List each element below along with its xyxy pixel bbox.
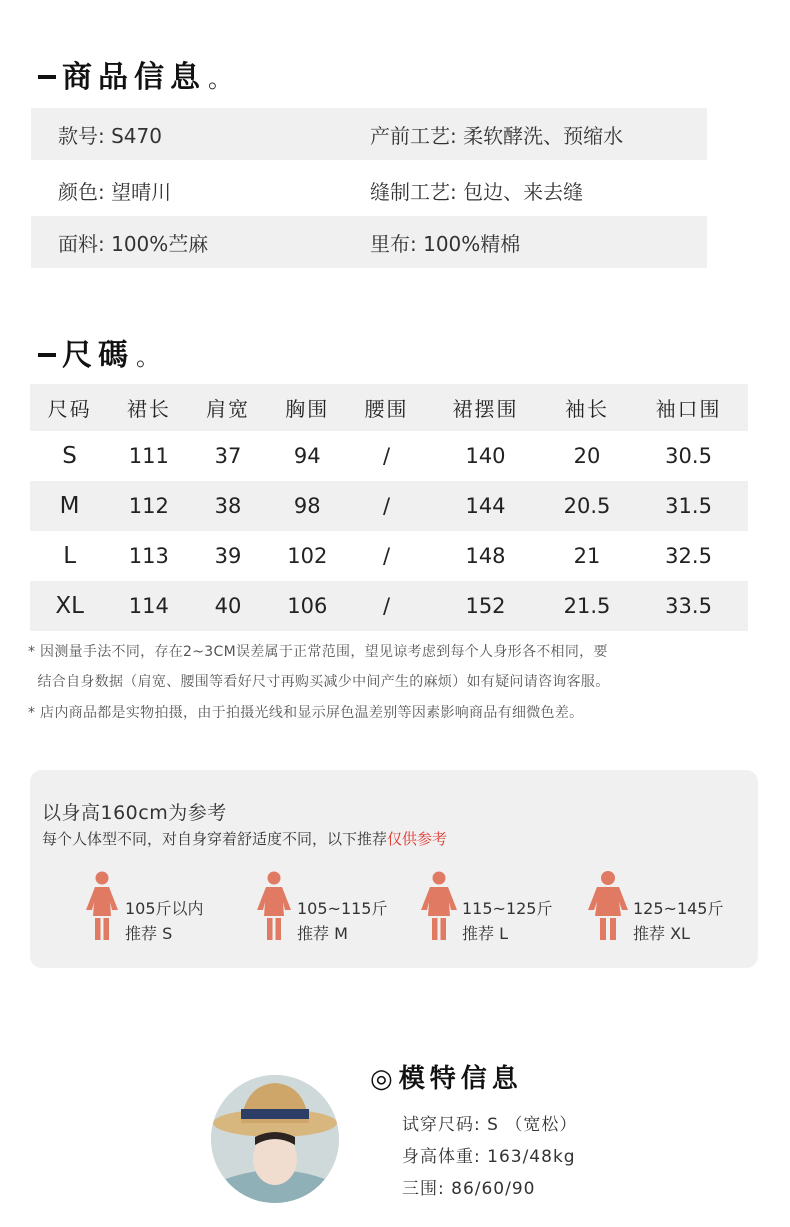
header-cell: 肩宽	[188, 384, 267, 431]
recommendation-xl	[586, 870, 756, 945]
table-cell: 140	[465, 444, 506, 468]
header-cell: 袖口围	[629, 384, 748, 431]
recommended-size: 推荐 M	[297, 924, 348, 943]
product-info-row	[31, 216, 707, 268]
size-cell: M	[30, 481, 109, 531]
header-cell: 腰围	[347, 384, 426, 431]
table-cell: /	[382, 444, 391, 468]
table-cell: 98	[268, 481, 347, 531]
weight-range: 105斤以内	[125, 899, 204, 918]
table-row	[30, 581, 748, 631]
color-note: * 店内商品都是实物拍摄，由于拍摄光线和显示屏色温差别等因素影响商品有细微色差。	[28, 705, 584, 721]
model-height-weight: 身高体重: 163/48kg	[402, 1147, 576, 1167]
title-dash	[38, 75, 56, 79]
size-table	[30, 384, 748, 631]
weight-range: 115~125斤	[462, 899, 553, 918]
recommendation-l	[419, 870, 589, 945]
table-cell: 32.5	[665, 544, 712, 568]
table-cell: 102	[287, 544, 328, 568]
recommendation-s	[82, 870, 252, 945]
table-cell: 148	[465, 544, 506, 568]
product-info-row	[31, 108, 707, 160]
recommendation-m	[254, 870, 424, 945]
product-info-title: 商品信息。	[38, 52, 232, 96]
table-row	[30, 481, 748, 531]
table-cell: 106	[268, 581, 347, 631]
model-info-title: ◎ 模特信息	[370, 1064, 523, 1094]
measurement-note: 结合自身数据（肩宽、腰围等看好尺寸再购买减少中间产生的麻烦）如有疑问请咨询客服。	[28, 674, 610, 690]
recommended-size: 推荐 L	[462, 924, 509, 943]
table-cell: 21	[573, 544, 601, 568]
reference-title: 以身高160cm为参考	[42, 802, 227, 824]
table-cell: /	[347, 481, 426, 531]
table-cell: 33.5	[629, 581, 748, 631]
product-style-number: 款号: S470	[58, 123, 162, 148]
table-cell: 20.5	[545, 481, 629, 531]
circle-icon: ◎	[370, 1064, 393, 1094]
table-cell: 112	[109, 481, 188, 531]
reference-subtitle: 每个人体型不同，对自身穿着舒适度不同，以下推荐仅供参考	[42, 830, 448, 848]
table-cell: 113	[128, 544, 169, 568]
model-measurements: 三围: 86/60/90	[402, 1179, 536, 1199]
product-info-row	[31, 164, 707, 216]
product-fabric: 面料: 100%苎麻	[58, 231, 209, 256]
header-cell: 尺码	[30, 384, 109, 431]
recommended-size: 推荐 S	[125, 924, 173, 943]
table-row	[30, 531, 748, 581]
table-cell: 37	[214, 444, 242, 468]
sewing-process: 缝制工艺: 包边、来去缝	[370, 179, 584, 204]
model-avatar	[211, 1075, 339, 1203]
table-cell: 111	[128, 444, 169, 468]
table-row	[30, 431, 748, 481]
table-cell: 21.5	[545, 581, 629, 631]
header-cell: 袖长	[545, 384, 629, 431]
model-try-on-size: 试穿尺码: S （宽松）	[402, 1115, 578, 1135]
table-cell: 152	[426, 581, 545, 631]
model-photo	[211, 1075, 339, 1203]
table-cell: 31.5	[629, 481, 748, 531]
size-table-header	[30, 384, 748, 431]
size-cell: L	[63, 543, 77, 569]
weight-range: 125~145斤	[633, 899, 724, 918]
table-cell: 20	[573, 444, 601, 468]
measurement-note: * 因测量手法不同，存在2~3CM误差属于正常范围，望见谅考虑到每个人身形各不相同，要	[28, 644, 608, 660]
size-reference-box	[30, 770, 758, 968]
size-cell: S	[62, 443, 77, 469]
product-color: 颜色: 望晴川	[58, 179, 172, 204]
title-dash	[38, 353, 56, 357]
size-chart-title: 尺碼。	[38, 330, 160, 374]
table-cell: /	[347, 581, 426, 631]
reference-disclaimer: 仅供参考	[387, 830, 448, 848]
header-cell: 裙摆围	[426, 384, 545, 431]
table-cell: 40	[188, 581, 267, 631]
person-icon	[82, 870, 122, 942]
person-icon	[254, 870, 294, 942]
table-cell: 94	[293, 444, 321, 468]
product-lining: 里布: 100%精棉	[370, 231, 521, 256]
pre-production-process: 产前工艺: 柔软酵洗、预缩水	[370, 123, 624, 148]
person-icon	[419, 870, 459, 942]
table-cell: 30.5	[665, 444, 712, 468]
size-cell: XL	[30, 581, 109, 631]
header-cell: 裙长	[109, 384, 188, 431]
person-icon	[586, 870, 630, 942]
table-cell: 39	[214, 544, 242, 568]
table-cell: 144	[426, 481, 545, 531]
table-cell: /	[382, 544, 391, 568]
weight-range: 105~115斤	[297, 899, 388, 918]
recommended-size: 推荐 XL	[633, 924, 690, 943]
table-cell: 114	[109, 581, 188, 631]
header-cell: 胸围	[268, 384, 347, 431]
table-cell: 38	[188, 481, 267, 531]
